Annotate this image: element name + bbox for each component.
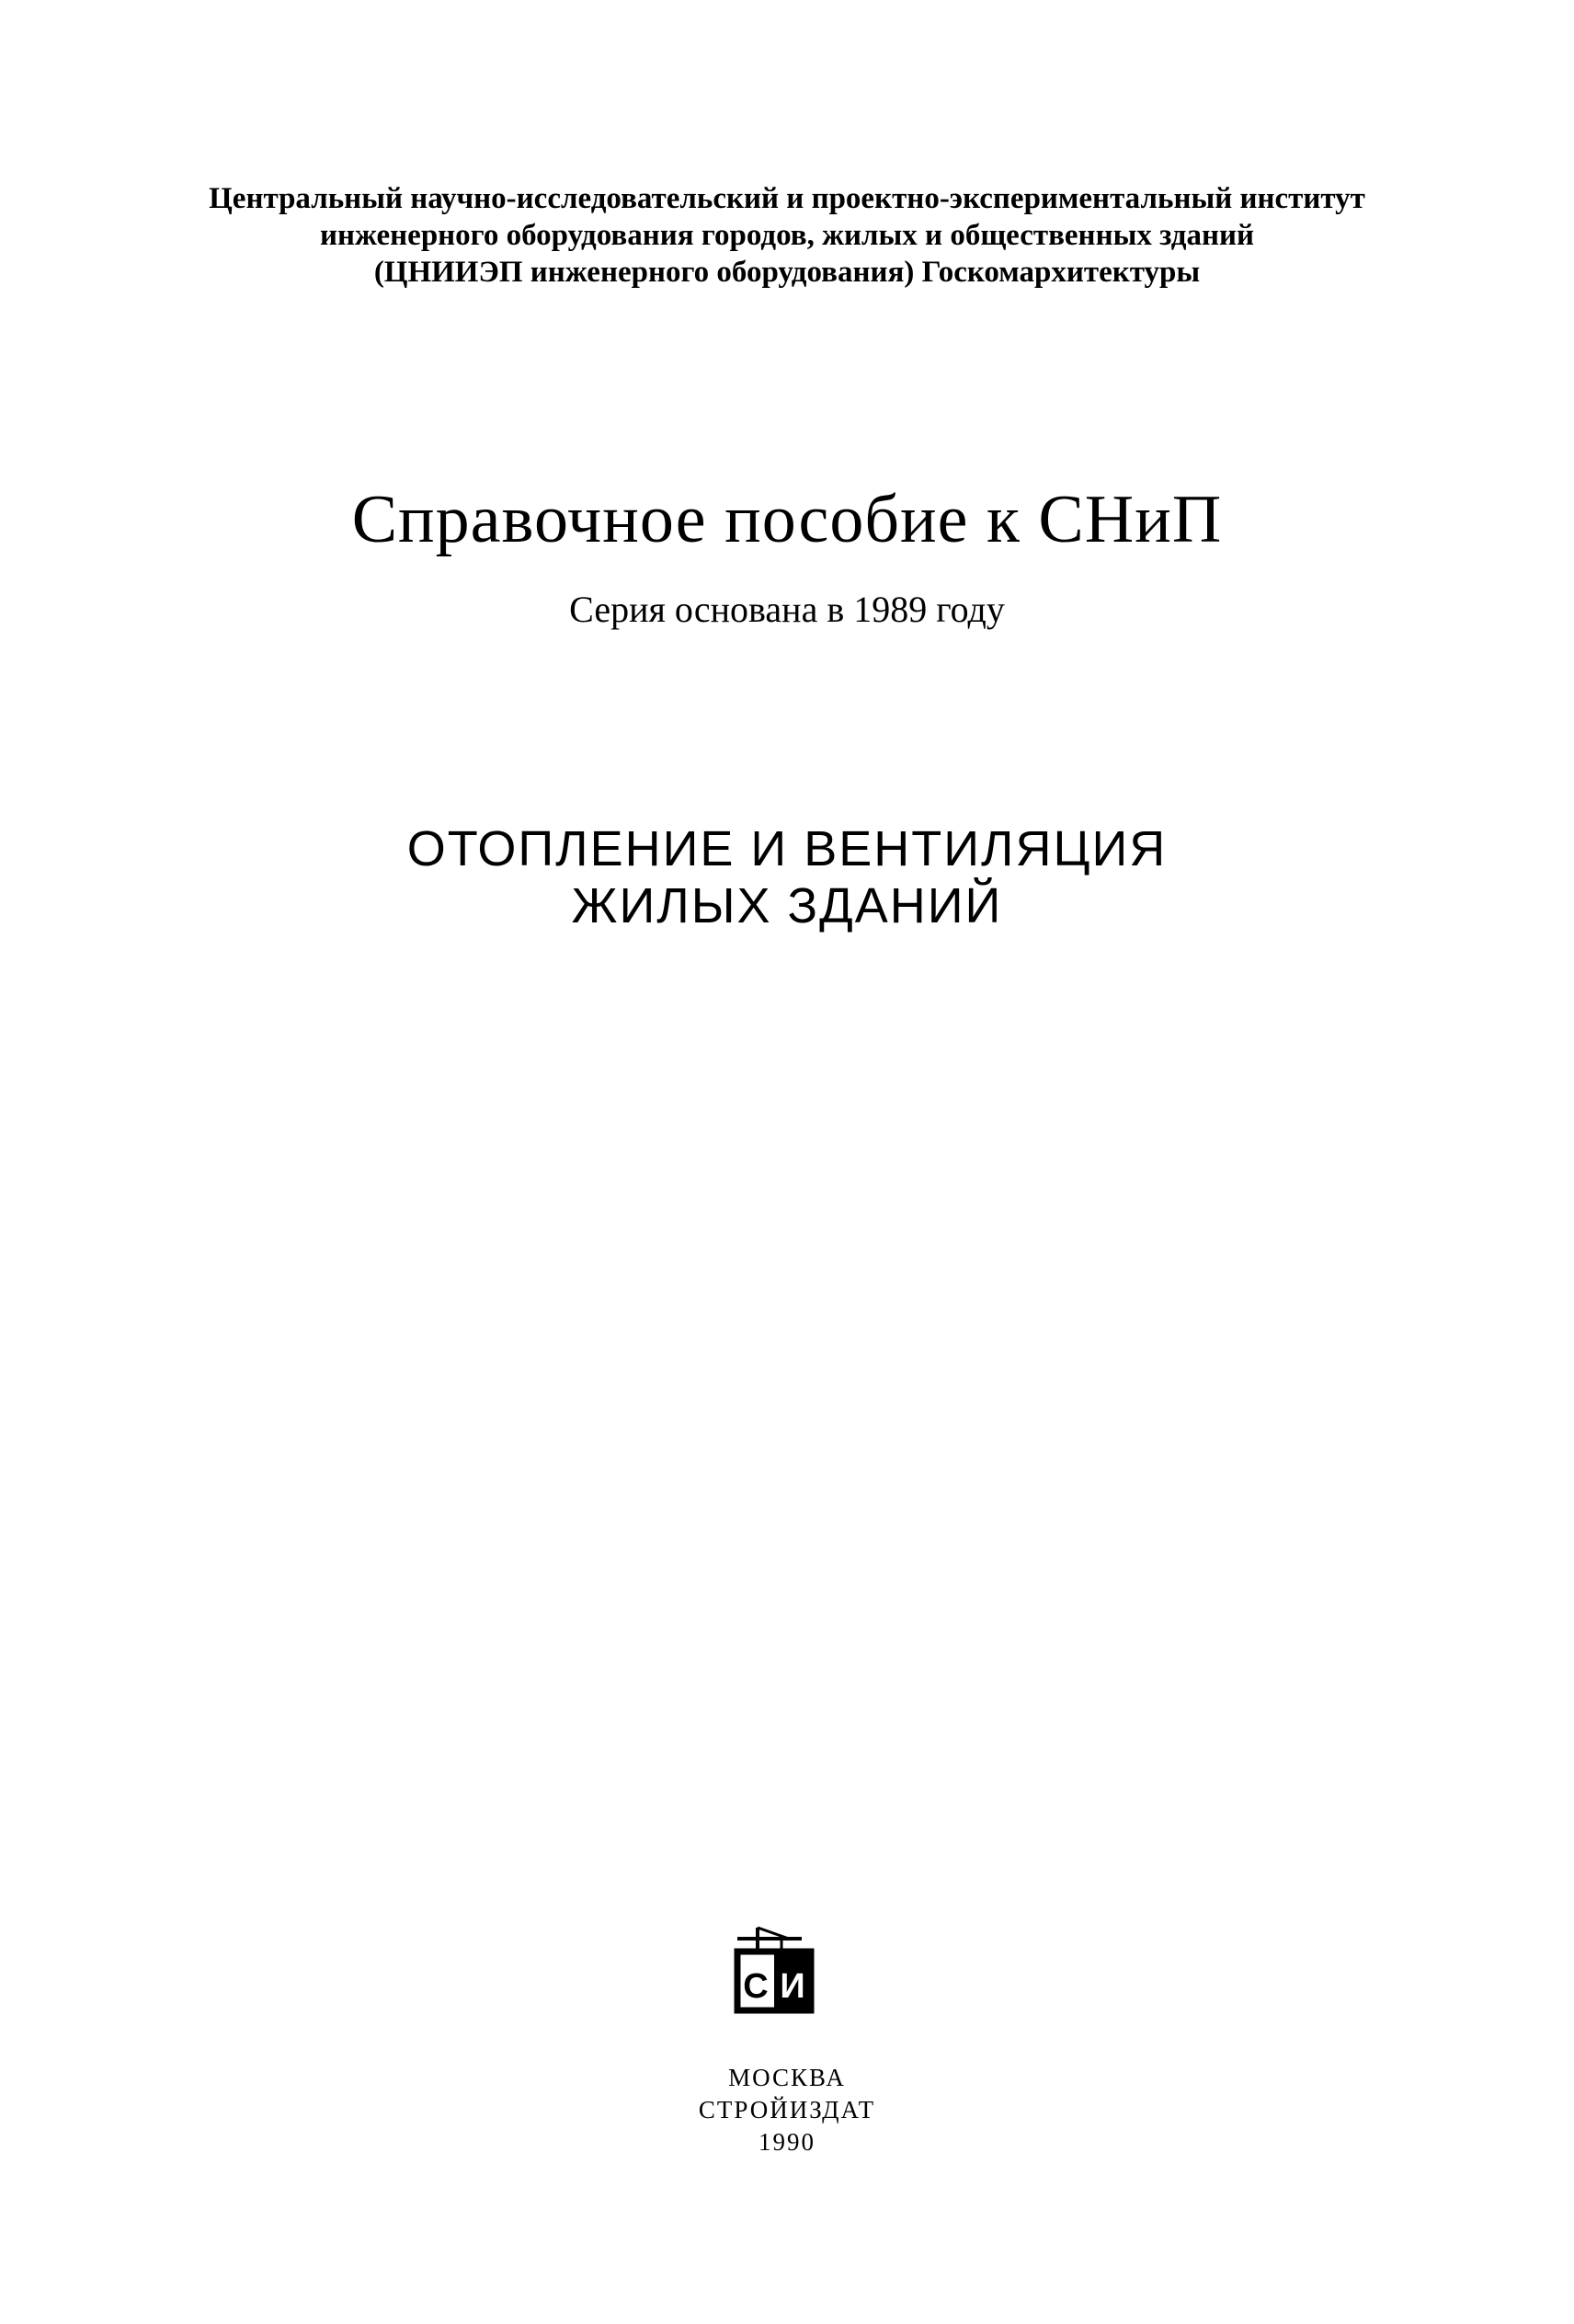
series-title: Справочное пособие к СНиП bbox=[351, 482, 1223, 557]
svg-text:С: С bbox=[743, 1967, 769, 2006]
imprint-city: МОСКВА bbox=[728, 2064, 846, 2091]
book-title bbox=[0, 820, 1574, 934]
book-title-line-2: ЖИЛЫХ ЗДАНИЙ bbox=[571, 878, 1003, 933]
institute-line-1: Центральный научно-исследовательский и проектно-экспериментальный институт bbox=[209, 182, 1365, 215]
svg-text:И: И bbox=[780, 1967, 805, 2006]
institute-line-3: (ЦНИИЭП инженерного оборудования) Госкомархитектуры bbox=[373, 256, 1201, 289]
imprint-block bbox=[0, 2062, 1574, 2158]
institute-block bbox=[0, 180, 1574, 291]
institute-line-2: инженерного оборудования городов, жилых и общественных зданий bbox=[319, 219, 1254, 252]
imprint-publisher: СТРОЙИЗДАТ bbox=[698, 2096, 876, 2124]
series-note: Серия основана в 1989 году bbox=[569, 589, 1005, 630]
imprint-year: 1990 bbox=[758, 2128, 816, 2156]
stroyizdat-logo-icon bbox=[730, 1920, 831, 2021]
book-title-line-1: ОТОПЛЕНИЕ И ВЕНТИЛЯЦИЯ bbox=[406, 821, 1168, 876]
